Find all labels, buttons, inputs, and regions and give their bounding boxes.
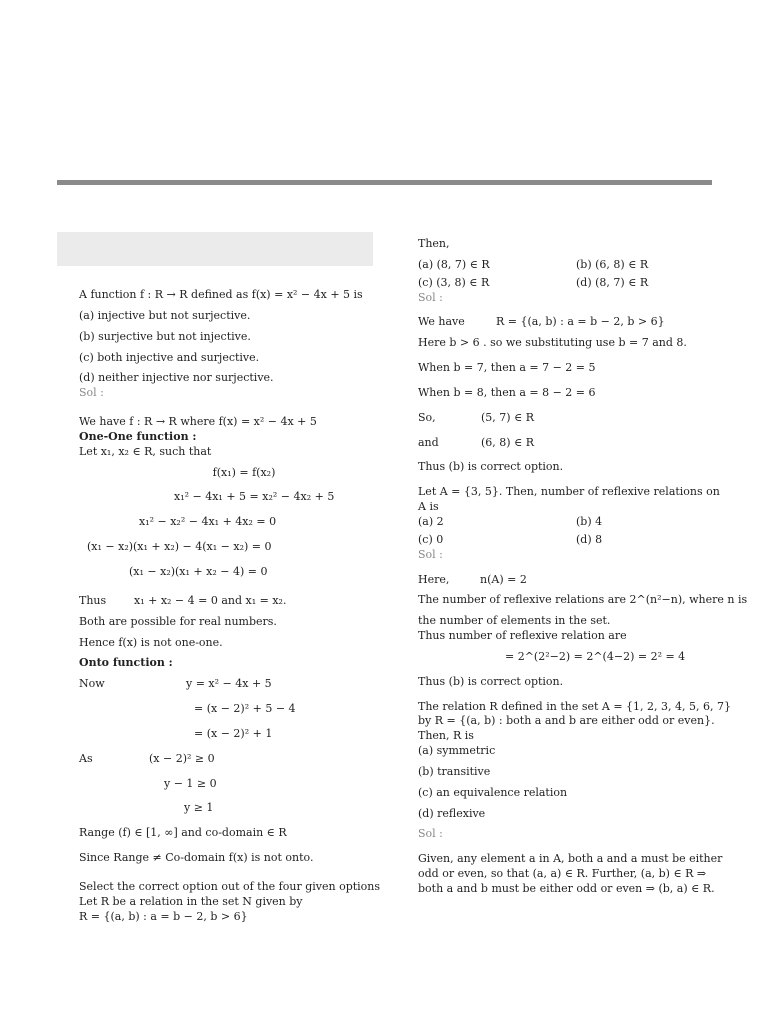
statement: R = {(a, b) : a = b − 2, b > 6} xyxy=(79,909,248,923)
equation-label: Thus xyxy=(79,593,107,607)
option-d: (d) (8, 7) ∈ R xyxy=(576,275,649,289)
question-2-options xyxy=(418,258,718,291)
statement: The number of reflexive relations are 2^(n²−n), where n is xyxy=(418,593,748,607)
statement: Let x₁, x₂ ∈ R, such that xyxy=(79,444,212,458)
equation-row xyxy=(418,411,718,426)
sol-label: Sol : xyxy=(79,386,104,400)
equation: = (x − 2)² + 5 − 4 xyxy=(194,702,296,716)
option-b: (b) transitive xyxy=(418,764,491,778)
sol-label: Sol : xyxy=(418,547,443,561)
equation-row xyxy=(418,436,718,451)
equation: R = {(a, b) : a = b − 2, b > 6} xyxy=(496,315,665,329)
statement: both a and b must be either odd or even ⇒ (b, a) ∈ R. xyxy=(418,882,715,895)
statement: odd or even, so that (a, a) ∈ R. Further, (a, b) ∈ R ⇒ xyxy=(418,867,707,881)
statement: When b = 8, then a = 8 − 2 = 6 xyxy=(418,385,596,399)
statement: Thus (b) is correct option. xyxy=(418,674,564,688)
statement: Since Range ≠ Co-domain f(x) is not onto. xyxy=(79,851,314,865)
statement: Select the correct option out of the four given options xyxy=(79,879,381,893)
right-column xyxy=(418,237,748,897)
equation: (x₁ − x₂)(x₁ + x₂ − 4) = 0 xyxy=(129,564,268,578)
one-one-heading: One-One function : xyxy=(79,429,197,443)
option-b: (b) surjective but not injective. xyxy=(79,329,251,343)
statement: Thus (b) is correct option. xyxy=(418,460,564,474)
equation-label: Now xyxy=(79,677,105,691)
left-column xyxy=(79,288,379,924)
sol-label: Sol : xyxy=(418,290,443,304)
option-b: (b) (6, 8) ∈ R xyxy=(576,257,649,271)
header-divider xyxy=(57,180,712,185)
option-c: (c) (3, 8) ∈ R xyxy=(418,275,490,289)
question-3: Let A = {3, 5}. Then, number of reflexive relations on xyxy=(418,485,720,499)
equation: n(A) = 2 xyxy=(480,572,527,586)
option-b: (b) 4 xyxy=(576,514,603,528)
section-header-box xyxy=(57,232,373,266)
equation-label: Here, xyxy=(418,572,450,586)
option-c: (c) both injective and surjective. xyxy=(79,350,260,364)
question-1-options xyxy=(79,309,379,386)
option-c: (c) an equivalence relation xyxy=(418,785,568,799)
equation-label: We have xyxy=(418,315,465,329)
equation: (x − 2)² ≥ 0 xyxy=(149,751,215,765)
equation-row xyxy=(79,594,379,609)
equation: (6, 8) ∈ R xyxy=(481,435,534,449)
sol-label: Sol : xyxy=(418,827,443,841)
equation: y ≥ 1 xyxy=(184,801,214,815)
equation: (5, 7) ∈ R xyxy=(481,410,534,424)
option-d: (d) reflexive xyxy=(418,806,486,820)
equation-row xyxy=(418,315,718,330)
equation: = (x − 2)² + 1 xyxy=(194,726,273,740)
statement: Thus number of reflexive relation are xyxy=(418,629,627,643)
question-1: A function f : R → R defined as f(x) = x² − 4x + 5 is xyxy=(79,288,363,301)
statement: We have f : R → R where f(x) = x² − 4x + 5 xyxy=(79,415,317,429)
question-4: The relation R defined in the set A = {1, 2, 3, 4, 5, 6, 7} xyxy=(418,699,731,713)
statement: Range (f) ∈ [1, ∞] and co-domain ∈ R xyxy=(79,826,287,840)
equation-row xyxy=(79,752,379,767)
equation-label: and xyxy=(418,435,439,449)
onto-heading: Onto function : xyxy=(79,656,173,670)
option-a: (a) injective but not surjective. xyxy=(79,308,251,322)
equation-label: So, xyxy=(418,410,436,424)
question-4-cont: by R = {(a, b) : both a and b are either odd or even}. xyxy=(418,714,715,728)
statement: Both are possible for real numbers. xyxy=(79,614,277,628)
equation-label: As xyxy=(79,751,93,765)
option-a: (a) 2 xyxy=(418,514,444,528)
option-d: (d) neither injective nor surjective. xyxy=(79,371,274,385)
equation: y = x² − 4x + 5 xyxy=(186,677,272,691)
statement: Hence f(x) is not one-one. xyxy=(79,635,223,649)
equation: x₁² − 4x₁ + 5 = x₂² − 4x₂ + 5 xyxy=(174,490,335,504)
statement: Let R be a relation in the set N given by xyxy=(79,894,303,908)
question-3-cont: A is xyxy=(418,500,439,514)
equation-row xyxy=(79,677,379,692)
statement: Given, any element a in A, both a and a must be either xyxy=(418,852,723,866)
statement: the number of elements in the set. xyxy=(418,614,611,628)
question-4-options xyxy=(418,744,718,821)
option-c: (c) 0 xyxy=(418,532,444,546)
statement: Here b > 6 . so we substituting use b = 7 and 8. xyxy=(418,336,687,350)
equation: (x₁ − x₂)(x₁ + x₂) − 4(x₁ − x₂) = 0 xyxy=(87,540,272,554)
equation: x₁² − x₂² − 4x₁ + 4x₂ = 0 xyxy=(139,515,277,529)
equation-row xyxy=(418,573,718,588)
equation: y − 1 ≥ 0 xyxy=(164,776,217,790)
statement: Then, xyxy=(418,237,450,250)
statement: When b = 7, then a = 7 − 2 = 5 xyxy=(418,361,596,375)
equation: x₁ + x₂ − 4 = 0 and x₁ = x₂. xyxy=(134,593,287,607)
equation: = 2^(2²−2) = 2^(4−2) = 2² = 4 xyxy=(505,649,686,663)
option-a: (a) (8, 7) ∈ R xyxy=(418,257,490,271)
question-3-options xyxy=(418,515,718,548)
option-a: (a) symmetric xyxy=(418,744,496,758)
equation: f(x₁) = f(x₂) xyxy=(212,465,276,479)
question-4-cont: Then, R is xyxy=(418,729,474,743)
option-d: (d) 8 xyxy=(576,532,603,546)
